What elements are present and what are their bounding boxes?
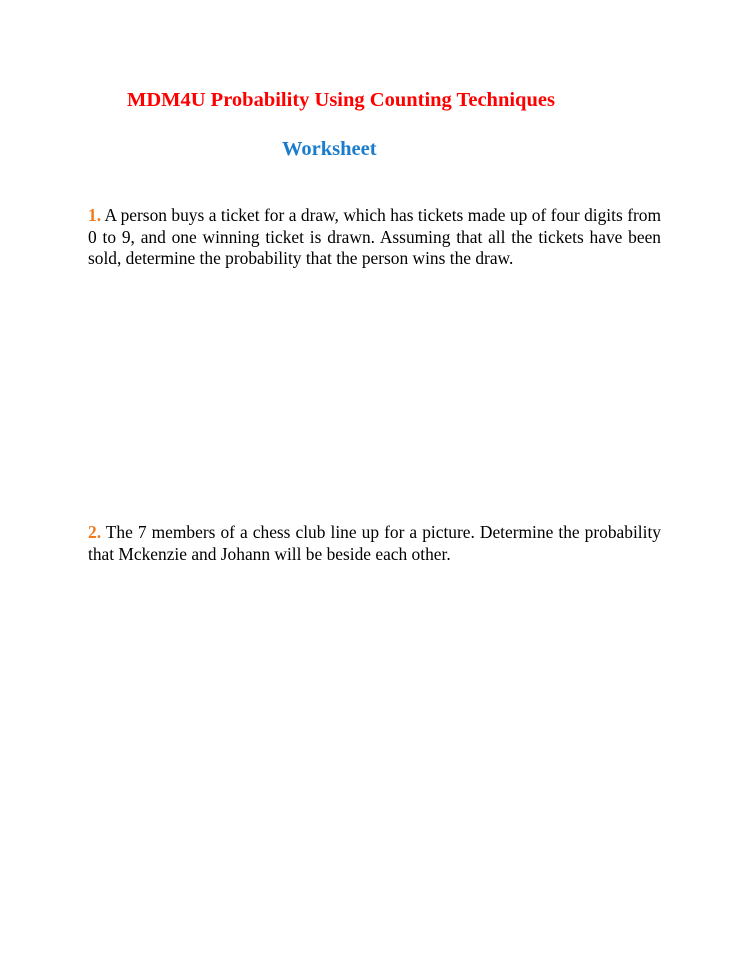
question-number: 2. [88, 522, 102, 542]
question-1 [88, 205, 661, 270]
page-title: MDM4U Probability Using Counting Techniques [127, 89, 555, 111]
question-number: 1. [88, 205, 102, 225]
question-2 [88, 522, 661, 565]
question-text: The 7 members of a chess club line up for a picture. Determine the probability that Mckenzie and Johann will be beside each other. [88, 522, 661, 564]
page-subtitle: Worksheet [282, 138, 377, 160]
question-text: A person buys a ticket for a draw, which has tickets made up of four digits from 0 to 9, and one winning ticket is drawn. Assuming that all the tickets have been sold, determine the probability that the person wins the draw. [88, 205, 662, 269]
